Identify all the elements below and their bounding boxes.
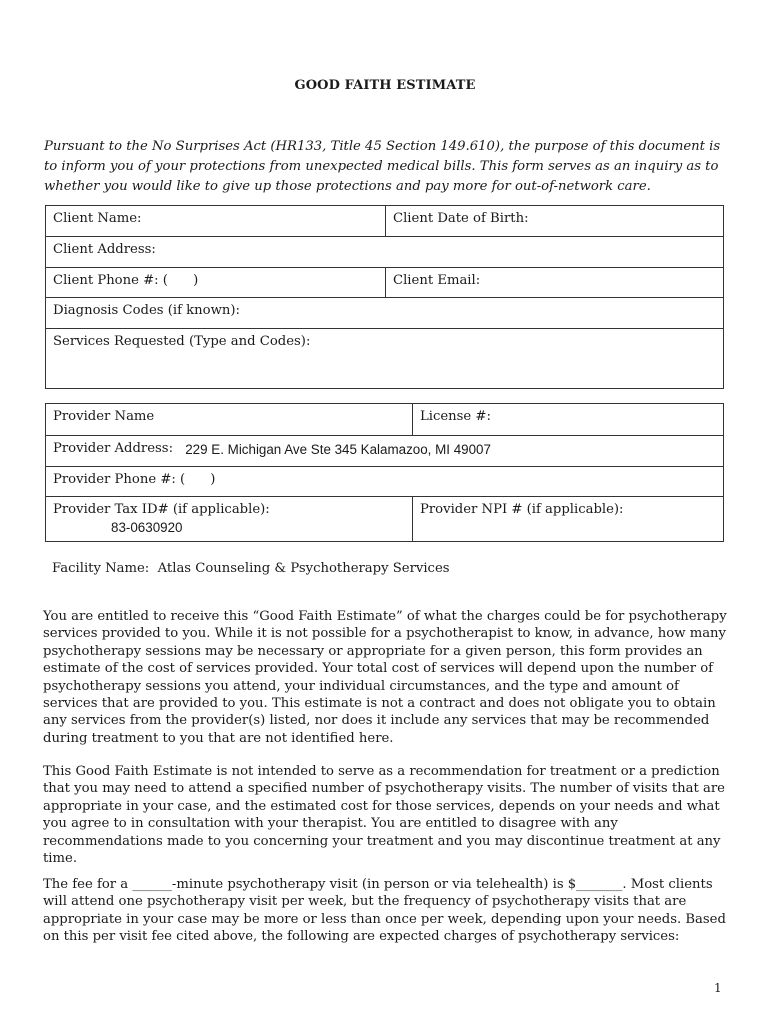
client-row-diagnosis — [46, 298, 723, 329]
client-address-label: Client Address: — [53, 242, 156, 257]
provider-address-field[interactable] — [46, 436, 723, 466]
page-number: 1 — [714, 981, 722, 995]
provider-address-label: Provider Address: — [53, 441, 174, 456]
provider-name-field[interactable] — [46, 404, 413, 435]
provider-row-address — [46, 436, 723, 467]
provider-tax-id-value: 83-0630920 — [111, 520, 183, 535]
provider-row-name — [46, 404, 723, 436]
client-row-phone — [46, 268, 723, 298]
facility-name: Facility Name: Atlas Counseling & Psychotherapy Services — [52, 561, 450, 576]
provider-phone-label: Provider Phone #: ( ) — [53, 472, 216, 487]
provider-npi-field[interactable] — [413, 497, 723, 541]
intro-paragraph: Pursuant to the No Surprises Act (HR133, Title 45 Section 149.610), the purpose of this document is to inform you of your protections from unexpected medical bills. This form serves as an inquiry as to whether you would like to give up those protections and pay more for out-of-network care. — [44, 139, 721, 194]
provider-tax-id-label: Provider Tax ID# (if applicable): — [53, 502, 270, 517]
diagnosis-codes-field[interactable] — [46, 298, 723, 328]
client-dob-field[interactable] — [386, 206, 723, 236]
client-row-address — [46, 237, 723, 268]
paragraph-not-recommendation: This Good Faith Estimate is not intended to serve as a recommendation for treatment or a prediction that you may need to attend a specified number of psychotherapy visits. The number of visits that are appropriate in your case, and the estimated cost for those services, depends on your needs and what you agree to in consultation with your therapist. You are entitled to disagree with any recommendations made to you concerning your treatment and you may discontinue treatment at any time. — [43, 764, 725, 867]
client-phone-label: Client Phone #: ( ) — [53, 273, 199, 288]
provider-phone-field[interactable] — [46, 467, 723, 496]
paragraph-entitlement: You are entitled to receive this “Good Faith Estimate” of what the charges could be for psychotherapy services provided to you. While it is not possible for a psychotherapist to know, in advance, how many psychotherapy sessions may be necessary or appropriate for a given person, this form provides an estimate of the cost of services provided. Your total cost of services will depend upon the number of psychotherapy sessions you attend, your individual circumstances, and the type and amount of services that are provided to you. This estimate is not a contract and does not obligate you to obtain any services from the provider(s) listed, nor does it include any services that may be recommended during treatment to you that are not identified here. — [43, 609, 727, 746]
services-requested-label: Services Requested (Type and Codes): — [53, 334, 311, 349]
provider-row-phone — [46, 467, 723, 497]
client-info-table — [45, 205, 724, 389]
client-name-field[interactable] — [46, 206, 386, 236]
paragraph-fee: The fee for a ______-minute psychotherapy visit (in person or via telehealth) is $_______. Most clients will attend one psychotherapy visit per week, but the frequency of psychotherapy visits that are appropriate in your case may be more or less than once per week, depending upon your needs. Based on this per visit fee cited above, the following are expected charges of psychotherapy services: — [43, 877, 726, 945]
client-email-field[interactable] — [386, 268, 723, 297]
client-row-name — [46, 206, 723, 237]
client-row-services — [46, 329, 723, 388]
license-label: License #: — [420, 409, 491, 424]
provider-name-label: Provider Name — [53, 409, 155, 424]
client-address-field[interactable] — [46, 237, 723, 267]
provider-row-ids — [46, 497, 723, 541]
services-requested-field[interactable] — [46, 329, 723, 388]
client-name-label: Client Name: — [53, 211, 142, 226]
client-email-label: Client Email: — [393, 273, 481, 288]
client-dob-label: Client Date of Birth: — [393, 211, 529, 226]
client-phone-field[interactable] — [46, 268, 386, 297]
provider-npi-label: Provider NPI # (if applicable): — [420, 502, 624, 517]
provider-info-table — [45, 403, 724, 542]
provider-address-value: 229 E. Michigan Ave Ste 345 Kalamazoo, MI 49007 — [185, 442, 491, 457]
provider-tax-id-field[interactable] — [46, 497, 413, 541]
diagnosis-codes-label: Diagnosis Codes (if known): — [53, 303, 240, 318]
license-field[interactable] — [413, 404, 723, 435]
document-title: GOOD FAITH ESTIMATE — [294, 78, 476, 93]
